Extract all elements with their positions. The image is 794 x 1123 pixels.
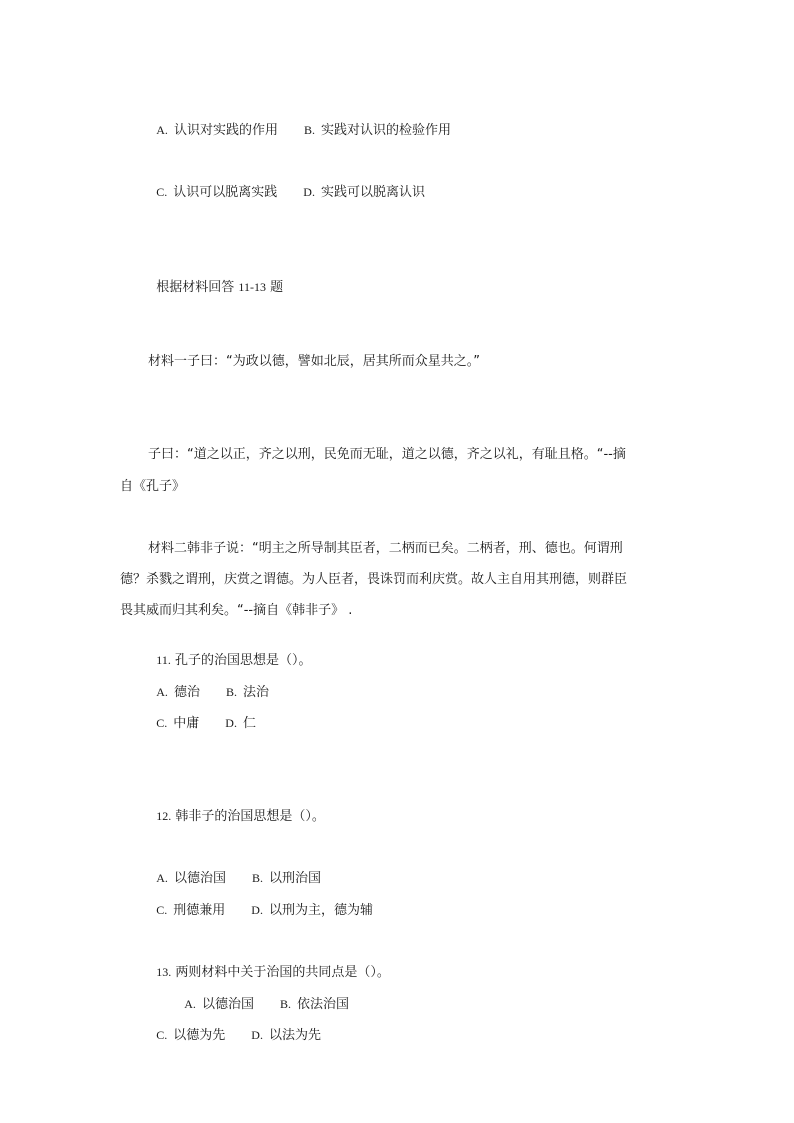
instruction-suffix: 题: [265, 280, 284, 295]
q12-option-b-text: 以刑治国: [268, 871, 321, 886]
q12-option-b-letter: B.: [251, 871, 263, 885]
q11-options-row-2: [148, 696, 256, 733]
q12-stem-row: [148, 789, 325, 826]
q12-option-d-letter: D.: [251, 903, 263, 917]
q10-options-row-1: [148, 103, 451, 140]
q12-option-c-text: 刑德兼用: [173, 903, 226, 918]
material2-line-2: 德？杀戮之谓刑，庆赏之谓德。为人臣者，畏诛罚而利庆赏。故人主自用其刑德，则群臣: [120, 572, 628, 587]
instruction-prefix: 根据材料回答: [156, 280, 239, 295]
material1-line-1: 材料一子曰：“为政以德，譬如北辰，居其所而众星共之。”: [148, 354, 480, 369]
material1-line-2: 子曰：“道之以正，齐之以刑，民免而无耻，道之以德，齐之以礼，有耻且格。“--摘: [148, 447, 626, 462]
q13-option-d-letter: D.: [251, 1028, 263, 1042]
material2-line-3: 畏其威而归其利矣。“--摘自《韩非子》 .: [120, 603, 353, 618]
q11-option-d-letter: D.: [225, 716, 237, 730]
q11-option-b-letter: B.: [225, 685, 237, 699]
q13-option-c-letter: C.: [156, 1028, 168, 1042]
q13-stem: 两则材料中关于治国的共同点是（）。: [175, 965, 390, 980]
q10-option-d-letter: D.: [303, 185, 315, 199]
q10-options-row-2: [148, 165, 425, 202]
instruction-range: 11-13: [238, 280, 266, 294]
q12-option-c-letter: C.: [156, 903, 168, 917]
q11-option-c-letter: C.: [156, 716, 168, 730]
q13-option-a-text: 以德治国: [201, 997, 254, 1012]
material2-line-1: 材料二韩非子说：“明主之所导制其臣者，二柄而已矣。二柄者，刑、德也。何谓刑: [148, 541, 623, 556]
q12-stem: 韩非子的治国思想是（）。: [175, 809, 325, 824]
q12-number: 12.: [156, 809, 172, 823]
q10-option-a-text: 认识对实践的作用: [173, 123, 278, 138]
q10-option-b-letter: B.: [303, 123, 315, 137]
q13-number: 13.: [156, 965, 172, 979]
q12-option-a-letter: A.: [156, 871, 168, 885]
q11-option-c-text: 中庸: [173, 716, 200, 731]
q11-option-a-letter: A.: [156, 685, 168, 699]
q13-options-row-2: [148, 1008, 321, 1045]
q10-option-c-letter: C.: [156, 185, 168, 199]
q11-option-a-text: 德治: [173, 685, 200, 700]
q12-option-a-text: 以德治国: [173, 871, 226, 886]
q11-number: 11.: [156, 653, 171, 667]
q10-option-c-text: 认识可以脱离实践: [173, 185, 278, 200]
q11-stem: 孔子的治国思想是（）。: [174, 653, 312, 668]
q11-option-b-text: 法治: [242, 685, 269, 700]
q10-option-d-text: 实践可以脱离认识: [320, 185, 425, 200]
instruction: [148, 260, 283, 297]
q11-option-d-text: 仁: [242, 716, 256, 731]
q13-option-d-text: 以法为先: [268, 1028, 321, 1043]
q13-option-b-letter: B.: [279, 997, 291, 1011]
q13-option-c-text: 以德为先: [173, 1028, 226, 1043]
q12-option-d-text: 以刑为主，德为辅: [268, 903, 373, 918]
material1-line-3: 自《孔子》: [120, 479, 186, 494]
q10-option-a-letter: A.: [156, 123, 168, 137]
q13-option-b-text: 依法治国: [296, 997, 349, 1012]
q10-option-b-text: 实践对认识的检验作用: [320, 123, 451, 138]
q12-options-row-2: [148, 883, 373, 920]
q13-option-a-letter: A.: [184, 997, 196, 1011]
